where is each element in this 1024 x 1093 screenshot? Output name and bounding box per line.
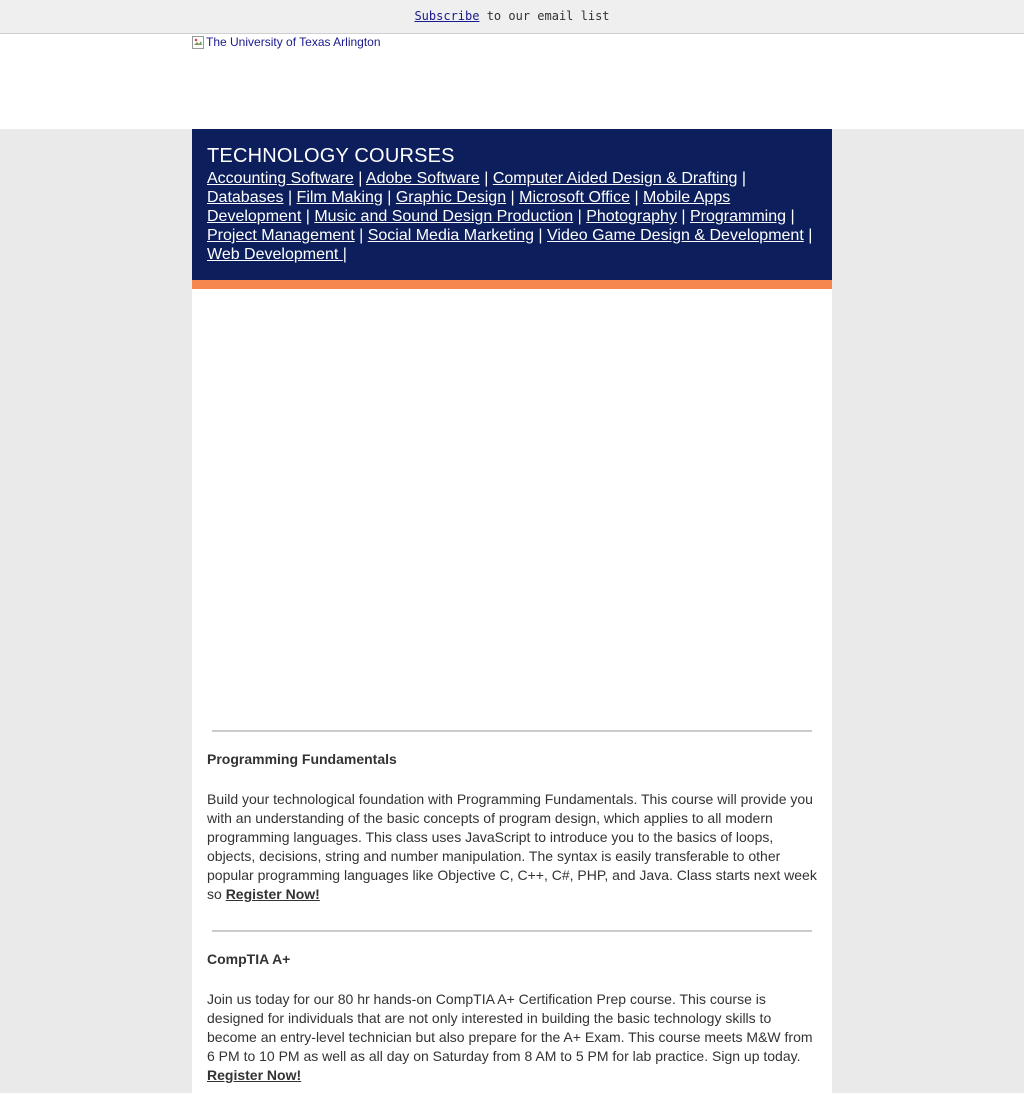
course-category-links <box>207 169 817 264</box>
link-separator: | <box>479 170 493 187</box>
link-separator: | <box>676 208 690 225</box>
course-link[interactable]: Photography <box>586 208 677 225</box>
course-programming-fundamentals <box>192 732 832 912</box>
logo-band <box>0 34 1024 129</box>
register-now-link[interactable]: Register Now! <box>225 886 320 902</box>
link-separator: | <box>786 208 795 225</box>
course-header <box>192 129 832 280</box>
course-link[interactable]: Graphic Design <box>395 189 507 206</box>
newsletter-container <box>192 129 832 1093</box>
subscribe-text: to our email list <box>479 9 610 23</box>
course-description <box>207 790 817 904</box>
link-separator: | <box>342 246 347 263</box>
course-link[interactable]: Video Game Design & Development <box>547 227 804 244</box>
logo-alt-text: The University of Texas Arlington <box>206 35 381 49</box>
course-body: Build your technological foundation with Programming Fundamentals. This course will provide you with an understanding of the basic concepts of program design, which applies to all modern programming languages. This class uses JavaScript to introduce you to the basics of loops, objects, decisions, string and number manipulation. The syntax is easily transferable to other popular programming languages like Objective C, C++, C#, PHP, and Java. Class starts next week so <box>207 791 817 902</box>
course-link[interactable]: Adobe Software <box>365 170 480 187</box>
university-logo[interactable] <box>192 35 381 49</box>
course-link[interactable]: Social Media Marketing <box>367 227 534 244</box>
course-comptia-a-plus <box>192 932 832 1093</box>
link-separator: | <box>737 170 747 187</box>
hero-image-area <box>192 289 832 730</box>
page-title: TECHNOLOGY COURSES <box>207 145 455 167</box>
link-separator: | <box>803 227 813 244</box>
register-now-link[interactable]: Register Now! <box>207 1067 302 1083</box>
course-link[interactable]: Accounting Software <box>207 170 354 187</box>
link-separator: | <box>573 208 587 225</box>
course-link[interactable]: Music and Sound Design Production <box>314 208 574 225</box>
subscribe-link[interactable]: Subscribe <box>414 9 480 23</box>
orange-divider <box>192 280 832 289</box>
course-link[interactable]: Film Making <box>296 189 383 206</box>
course-link[interactable]: Web Development <box>207 246 343 263</box>
link-separator: | <box>354 227 368 244</box>
subscribe-bar <box>0 0 1024 34</box>
course-link[interactable]: Mobile Apps Development <box>207 189 731 225</box>
broken-image-icon <box>192 36 204 49</box>
course-description <box>207 990 817 1085</box>
link-separator: | <box>283 189 297 206</box>
link-separator: | <box>506 189 520 206</box>
link-separator: | <box>382 189 396 206</box>
course-link[interactable]: Microsoft Office <box>519 189 630 206</box>
link-separator: | <box>533 227 548 244</box>
course-link[interactable]: Project Management <box>207 227 355 244</box>
link-separator: | <box>630 189 644 206</box>
link-separator: | <box>301 208 315 225</box>
course-link[interactable]: Programming <box>689 208 787 225</box>
course-title: CompTIA A+ <box>207 951 291 967</box>
link-separator: | <box>353 170 366 187</box>
course-link[interactable]: Databases <box>207 189 284 206</box>
course-body: Join us today for our 80 hr hands-on CompTIA A+ Certification Prep course. This course is designed for individuals that are not only interested in building the basic technology skills to become an entry-level technician but also prepare for the A+ Exam. This course meets M&W from 6 PM to 10 PM as well as all day on Saturday from 8 AM to 5 PM for lab practice. Sign up today. <box>207 991 813 1064</box>
course-title: Programming Fundamentals <box>207 751 397 767</box>
course-link[interactable]: Computer Aided Design & Drafting <box>492 170 738 187</box>
